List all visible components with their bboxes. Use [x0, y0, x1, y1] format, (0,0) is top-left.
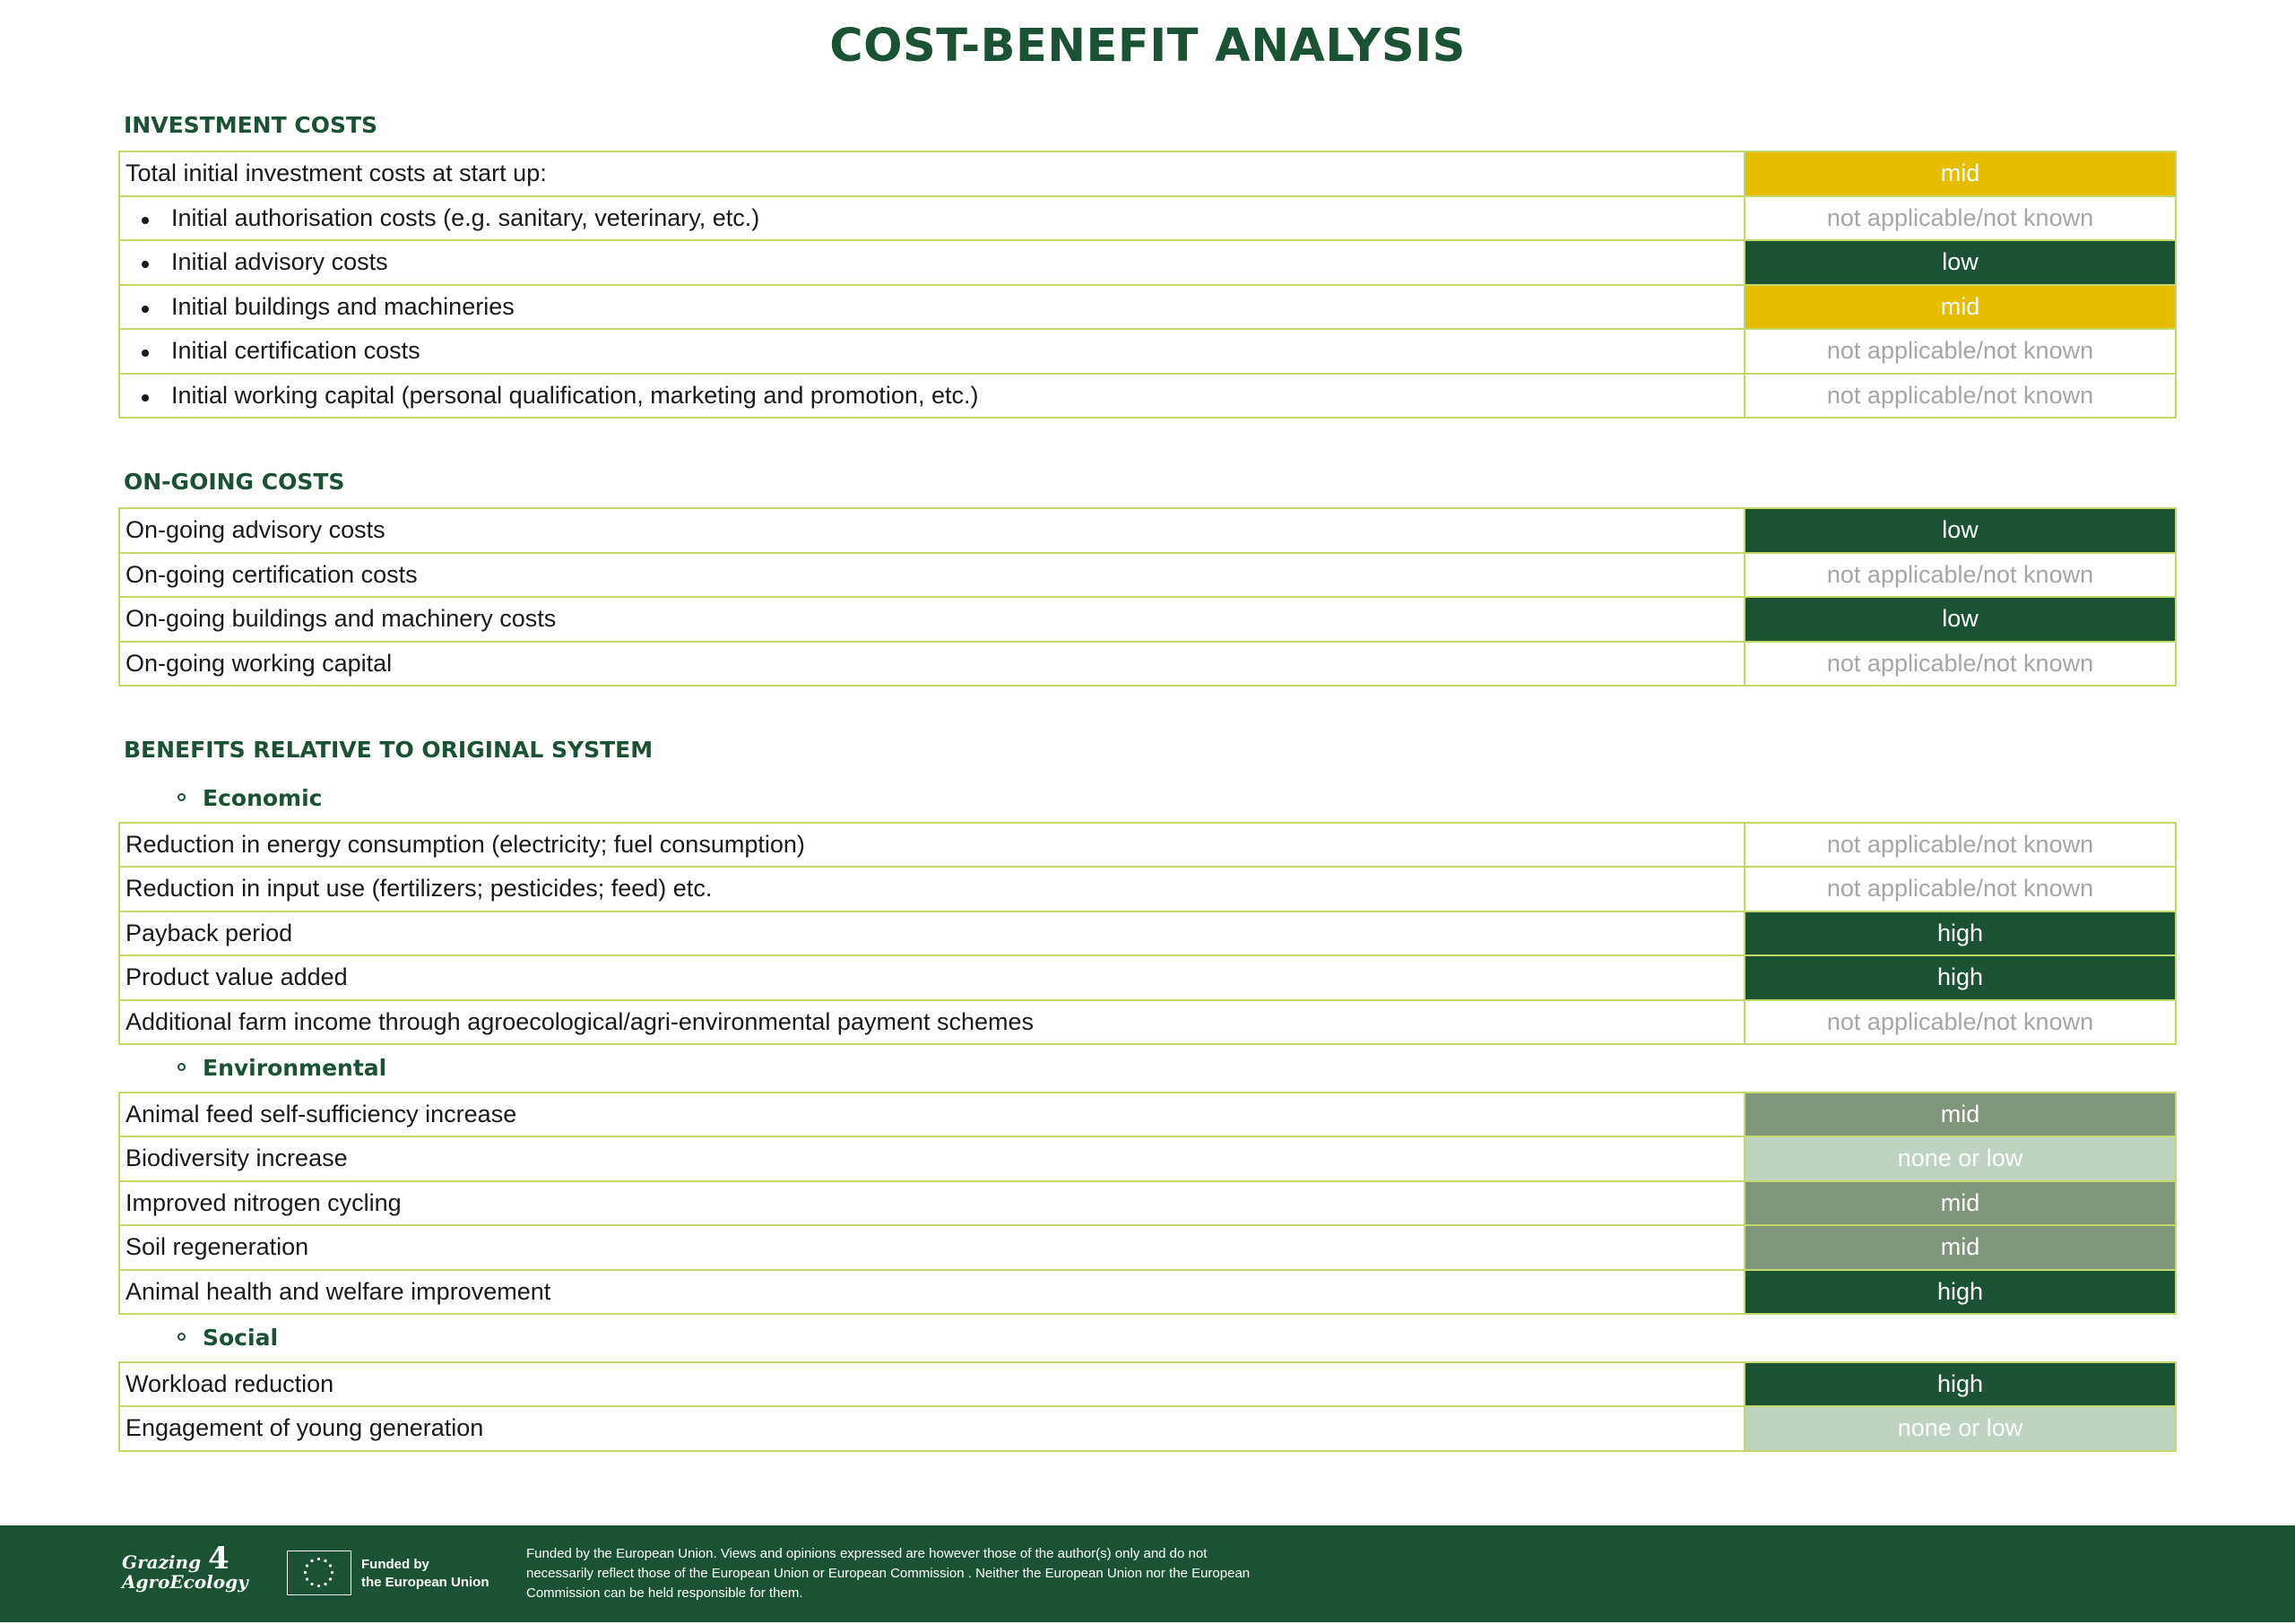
eu-star-icon	[310, 1559, 313, 1562]
social-label: Social	[203, 1325, 279, 1351]
row-label: Additional farm income through agroecological/agri-environmental payment schemes	[119, 1000, 1745, 1045]
eu-star-icon	[324, 1583, 326, 1585]
row-label: On-going working capital	[119, 642, 1745, 687]
table-row	[119, 1181, 2176, 1226]
table-row	[119, 911, 2176, 956]
rating-cell: not applicable/not known	[1745, 553, 2176, 598]
bullet-icon	[142, 394, 149, 402]
eu-star-icon	[310, 1583, 313, 1585]
eu-funding-label	[361, 1556, 489, 1592]
rating-cell: high	[1745, 1362, 2176, 1407]
investment-heading: INVESTMENT COSTS	[124, 112, 378, 138]
table-row	[119, 151, 2176, 196]
rating-cell: not applicable/not known	[1745, 867, 2176, 911]
bullet-icon	[142, 217, 149, 224]
eu-star-icon	[306, 1577, 308, 1580]
eu-star-icon	[324, 1559, 326, 1562]
table-row	[119, 955, 2176, 1000]
circle-bullet-icon	[178, 1333, 186, 1341]
eu-star-icon	[306, 1564, 308, 1567]
row-label: Initial buildings and machineries	[119, 285, 1745, 330]
table-row	[119, 597, 2176, 642]
investment-table	[118, 151, 2177, 419]
table-row	[119, 285, 2176, 330]
eu-star-icon	[329, 1564, 332, 1567]
ongoing-table	[118, 507, 2177, 687]
social-subheading	[118, 1315, 2177, 1361]
eu-line1: Funded by	[361, 1557, 429, 1572]
eu-flag-icon	[287, 1551, 351, 1595]
eu-star-icon	[317, 1585, 320, 1587]
rating-cell: mid	[1745, 1181, 2176, 1226]
rating-cell: low	[1745, 240, 2176, 285]
rating-cell: high	[1745, 911, 2176, 956]
rating-cell: not applicable/not known	[1745, 642, 2176, 687]
table-row	[119, 329, 2176, 374]
eu-star-icon	[329, 1577, 332, 1580]
table-row	[119, 553, 2176, 598]
row-label: Engagement of young generation	[119, 1406, 1745, 1451]
rating-cell: not applicable/not known	[1745, 823, 2176, 868]
bullet-icon	[142, 261, 149, 268]
row-label: Soil regeneration	[119, 1225, 1745, 1270]
rating-cell: not applicable/not known	[1745, 329, 2176, 374]
bullet-icon	[142, 350, 149, 357]
row-label: Product value added	[119, 955, 1745, 1000]
row-label: On-going buildings and machinery costs	[119, 597, 1745, 642]
row-label: Biodiversity increase	[119, 1136, 1745, 1181]
footer	[0, 1525, 2295, 1622]
environmental-subheading	[118, 1045, 2177, 1092]
social-table	[118, 1361, 2177, 1452]
table-row	[119, 1362, 2176, 1407]
rating-cell: high	[1745, 1270, 2176, 1315]
table-row	[119, 240, 2176, 285]
row-label: Reduction in energy consumption (electricity; fuel consumption)	[119, 823, 1745, 868]
logo-line1: Grazing	[122, 1551, 202, 1573]
rating-cell: mid	[1745, 151, 2176, 196]
rating-cell: not applicable/not known	[1745, 374, 2176, 419]
logo-line2: AgroEcology	[122, 1571, 248, 1593]
rating-cell: none or low	[1745, 1406, 2176, 1451]
table-row	[119, 374, 2176, 419]
table-row	[119, 1270, 2176, 1315]
economic-table	[118, 822, 2177, 1046]
eu-star-icon	[331, 1571, 333, 1574]
grazing-agroecology-logo	[122, 1541, 248, 1593]
row-label: On-going advisory costs	[119, 508, 1745, 553]
row-label: Total initial investment costs at start up:	[119, 151, 1745, 196]
table-row	[119, 508, 2176, 553]
row-label: Initial authorisation costs (e.g. sanitary, veterinary, etc.)	[119, 196, 1745, 241]
disclaimer-text: Funded by the European Union. Views and opinions expressed are however those of the author(s) only and do not necessarily reflect those of the European Union or European Commission . Neither the European Union nor the European Commission can be held responsible for them.	[526, 1546, 1251, 1601]
circle-bullet-icon	[178, 793, 186, 801]
economic-label: Economic	[203, 785, 323, 811]
eu-stars-icon	[288, 1551, 350, 1594]
rating-cell: not applicable/not known	[1745, 196, 2176, 241]
benefits-heading: BENEFITS RELATIVE TO ORIGINAL SYSTEM	[124, 737, 654, 763]
logo-four: 4	[208, 1541, 230, 1576]
table-row	[119, 1093, 2176, 1137]
row-label: Improved nitrogen cycling	[119, 1181, 1745, 1226]
rating-cell: mid	[1745, 285, 2176, 330]
circle-bullet-icon	[178, 1063, 186, 1071]
environmental-table	[118, 1092, 2177, 1316]
rating-cell: none or low	[1745, 1136, 2176, 1181]
table-row	[119, 196, 2176, 241]
table-row	[119, 1136, 2176, 1181]
analysis-content	[118, 100, 2177, 1452]
row-label: Initial certification costs	[119, 329, 1745, 374]
row-label: Initial advisory costs	[119, 240, 1745, 285]
eu-star-icon	[304, 1571, 307, 1574]
row-label: On-going certification costs	[119, 553, 1745, 598]
rating-cell: low	[1745, 597, 2176, 642]
rating-cell: high	[1745, 955, 2176, 1000]
environmental-label: Environmental	[203, 1055, 387, 1081]
rating-cell: low	[1745, 508, 2176, 553]
table-row	[119, 642, 2176, 687]
row-label: Reduction in input use (fertilizers; pesticides; feed) etc.	[119, 867, 1745, 911]
table-row	[119, 1000, 2176, 1045]
bullet-icon	[142, 306, 149, 313]
row-label: Payback period	[119, 911, 1745, 956]
row-label: Animal health and welfare improvement	[119, 1270, 1745, 1315]
table-row	[119, 823, 2176, 868]
table-row	[119, 867, 2176, 911]
table-row	[119, 1406, 2176, 1451]
eu-line2: the European Union	[361, 1575, 489, 1590]
rating-cell: mid	[1745, 1093, 2176, 1137]
economic-subheading	[118, 775, 2177, 822]
rating-cell: mid	[1745, 1225, 2176, 1270]
page-title: COST-BENEFIT ANALYSIS	[829, 20, 1466, 73]
table-row	[119, 1225, 2176, 1270]
row-label: Workload reduction	[119, 1362, 1745, 1407]
ongoing-heading: ON-GOING COSTS	[124, 469, 345, 495]
eu-star-icon	[317, 1558, 320, 1560]
rating-cell: not applicable/not known	[1745, 1000, 2176, 1045]
row-label: Initial working capital (personal qualification, marketing and promotion, etc.)	[119, 374, 1745, 419]
row-label: Animal feed self-sufficiency increase	[119, 1093, 1745, 1137]
